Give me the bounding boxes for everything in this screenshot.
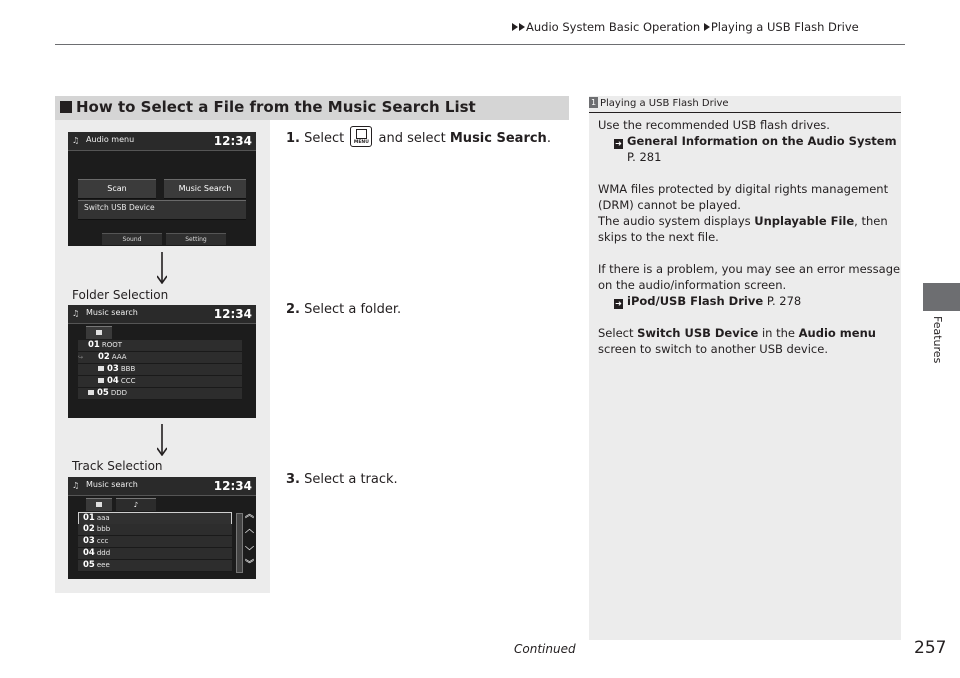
folder-icon [88, 390, 94, 395]
step-1: 1. Select MENU and select Music Search. [286, 126, 551, 147]
folder-selection-screen [68, 305, 256, 418]
breadcrumb [512, 20, 859, 34]
music-note-icon: ♫ [72, 136, 80, 145]
menu-button-icon: MENU [350, 126, 372, 147]
chapter-tab [923, 283, 960, 311]
breadcrumb-item: Audio System Basic Operation [526, 20, 701, 34]
breadcrumb-item: Playing a USB Flash Drive [710, 20, 859, 34]
note-line: on the audio/information screen. [598, 278, 787, 292]
audio-menu-screen [68, 132, 256, 246]
section-title: How to Select a File from the Music Search List [76, 98, 476, 116]
header-rule [55, 44, 905, 45]
folder-icon [96, 502, 102, 507]
chevron-double-up-icon[interactable]: ︽ [245, 510, 255, 520]
list-item[interactable]: 01 ROOT [78, 340, 242, 352]
note-line: Select Switch USB Device in the Audio menu [598, 326, 876, 340]
screen-title: Audio menu [86, 135, 135, 144]
list-item[interactable]: 01 aaa [78, 512, 232, 525]
breadcrumb-arrow-icon [512, 23, 518, 31]
screen-title: Music search [86, 480, 138, 489]
note-line: skips to the next file. [598, 230, 719, 244]
list-item[interactable]: 04 ddd [78, 548, 232, 560]
continued-label: Continued [514, 642, 576, 656]
note-line: WMA files protected by digital rights management [598, 182, 889, 196]
note-title: Playing a USB Flash Drive [600, 98, 729, 109]
folder-tab[interactable] [86, 326, 112, 339]
folder-icon [96, 330, 102, 335]
folder-icon [98, 366, 104, 371]
scan-button[interactable]: Scan [78, 179, 156, 199]
chapter-tab-label: Features [931, 316, 944, 364]
track-selection-screen [68, 477, 256, 579]
folder-icon [98, 378, 104, 383]
note-line: (DRM) cannot be played. [598, 198, 741, 212]
side-note [589, 96, 901, 640]
music-note-icon: ♫ [72, 481, 80, 490]
screen-title: Music search [86, 308, 138, 317]
scrollbar[interactable] [236, 513, 243, 573]
note-line: The audio system displays Unplayable File, then [598, 214, 888, 228]
reference-arrow-icon: ➜ [615, 139, 622, 148]
setting-button[interactable]: Setting [166, 233, 226, 245]
note-reference-page: P. 281 [627, 150, 662, 164]
reference-arrow-icon: ➜ [615, 299, 622, 308]
page-number: 257 [914, 638, 947, 658]
screen-header [68, 132, 256, 151]
music-search-button[interactable]: Music Search [164, 179, 246, 199]
list-item[interactable]: 04 CCC [78, 376, 242, 388]
note-rule [589, 112, 901, 113]
note-reference: ➜ iPod/USB Flash Drive P. 278 [615, 294, 802, 308]
step-2: 2. Select a folder. [286, 302, 402, 317]
chevron-down-icon[interactable]: ﹀ [245, 547, 255, 557]
down-arrow-icon [157, 252, 167, 284]
chevron-up-icon[interactable]: ︿ [245, 525, 255, 535]
track-tab[interactable] [116, 498, 156, 511]
note-reference: ➜ General Information on the Audio System [615, 134, 897, 148]
sound-button[interactable]: Sound [102, 233, 162, 245]
note-line: If there is a problem, you may see an error message [598, 262, 901, 276]
screen-clock: 12:34 [213, 479, 252, 493]
list-item[interactable]: 03 ccc [78, 536, 232, 548]
breadcrumb-arrow-icon [704, 23, 710, 31]
track-selection-caption: Track Selection [72, 459, 163, 473]
note-line: screen to switch to another USB device. [598, 342, 828, 356]
screen-header [68, 477, 256, 496]
section-square-icon [60, 101, 72, 113]
screen-header [68, 305, 256, 324]
list-item[interactable]: 02 bbb [78, 524, 232, 536]
screen-clock: 12:34 [213, 134, 252, 148]
list-item[interactable]: ↪ 02 AAA [78, 352, 242, 364]
list-item[interactable]: 05 DDD [78, 388, 242, 400]
folder-tab[interactable] [86, 498, 112, 511]
music-note-icon: ♪ [133, 501, 139, 509]
list-item[interactable]: 03 BBB [78, 364, 242, 376]
down-arrow-icon [157, 424, 167, 456]
note-number-badge: 1 [590, 98, 597, 107]
music-note-icon: ♫ [72, 309, 80, 318]
breadcrumb-arrow-icon [519, 23, 525, 31]
screen-clock: 12:34 [213, 307, 252, 321]
chevron-double-down-icon[interactable]: ︾ [245, 560, 255, 570]
list-item[interactable]: 05 eee [78, 560, 232, 572]
folder-selection-caption: Folder Selection [72, 288, 169, 302]
note-paragraph: Use the recommended USB flash drives. [598, 118, 830, 132]
step-3: 3. Select a track. [286, 472, 398, 487]
switch-usb-device-label: Switch USB Device [84, 203, 155, 212]
